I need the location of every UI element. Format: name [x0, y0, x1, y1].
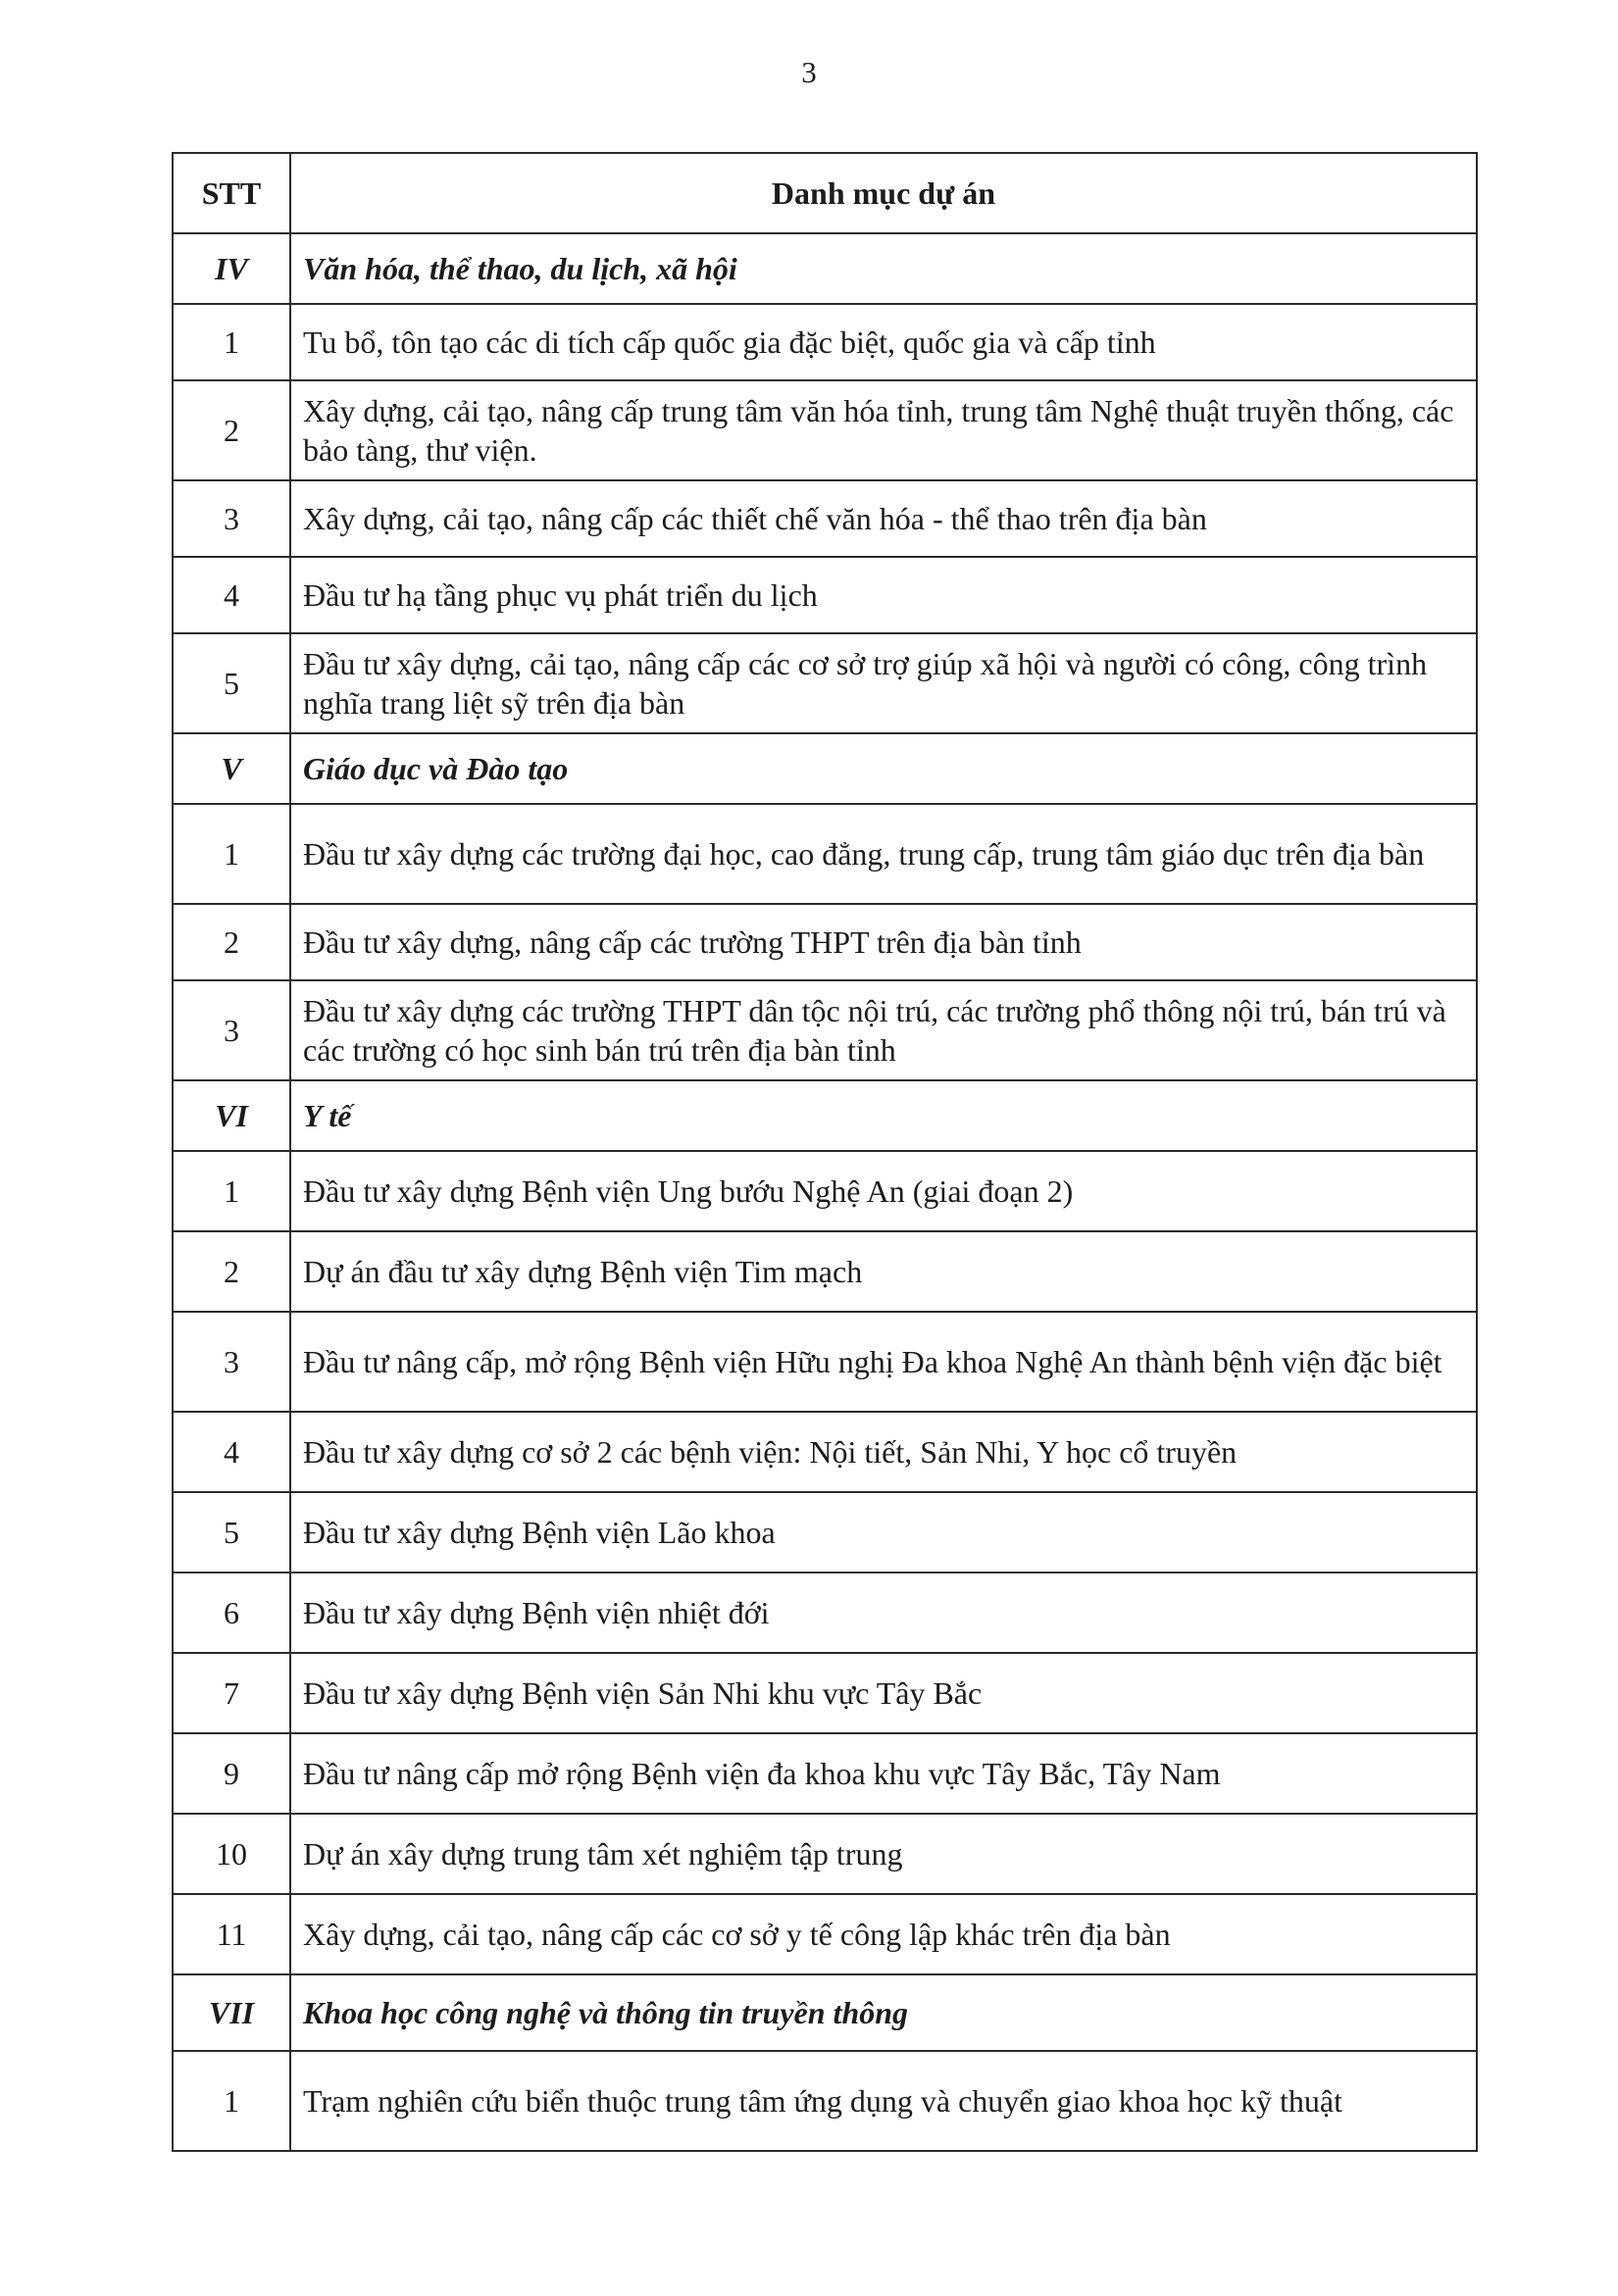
row-number: 1 [173, 304, 290, 380]
table-row [173, 1653, 1477, 1733]
table-row [173, 1733, 1477, 1814]
table-row [173, 980, 1477, 1080]
project-name: Đầu tư xây dựng Bệnh viện Lão khoa [290, 1492, 1477, 1572]
group-number: VII [173, 1974, 290, 2051]
table-header-row [173, 153, 1477, 233]
row-number: 5 [173, 633, 290, 733]
row-number: 10 [173, 1814, 290, 1894]
project-name: Dự án đầu tư xây dựng Bệnh viện Tim mạch [290, 1231, 1477, 1312]
project-name: Xây dựng, cải tạo, nâng cấp trung tâm văn hóa tỉnh, trung tâm Nghệ thuật truyền thống, các bảo tàng, thư viện. [290, 380, 1477, 480]
project-name: Đầu tư nâng cấp, mở rộng Bệnh viện Hữu nghị Đa khoa Nghệ An thành bệnh viện đặc biệt [290, 1312, 1477, 1412]
project-name: Đầu tư xây dựng Bệnh viện nhiệt đới [290, 1572, 1477, 1653]
table-row [173, 1151, 1477, 1231]
project-name: Đầu tư xây dựng cơ sở 2 các bệnh viện: Nội tiết, Sản Nhi, Y học cổ truyền [290, 1412, 1477, 1492]
table-row [173, 1814, 1477, 1894]
group-title: Khoa học công nghệ và thông tin truyền thông [290, 1974, 1477, 2051]
row-number: 9 [173, 1733, 290, 1814]
table-row [173, 1412, 1477, 1492]
group-row-health [173, 1080, 1477, 1151]
row-number: 3 [173, 480, 290, 557]
table-row [173, 1312, 1477, 1412]
group-number: IV [173, 233, 290, 304]
row-number: 3 [173, 980, 290, 1080]
table-row [173, 480, 1477, 557]
page-number: 3 [801, 55, 817, 89]
table-row [173, 380, 1477, 480]
header-project-name: Danh mục dự án [290, 153, 1477, 233]
project-name: Đầu tư hạ tầng phục vụ phát triển du lịch [290, 557, 1477, 633]
table-row [173, 1894, 1477, 1974]
group-row-education [173, 733, 1477, 804]
row-number: 1 [173, 1151, 290, 1231]
table-row [173, 1572, 1477, 1653]
row-number: 1 [173, 804, 290, 904]
row-number: 3 [173, 1312, 290, 1412]
table-row [173, 633, 1477, 733]
table-row [173, 904, 1477, 980]
group-number: VI [173, 1080, 290, 1151]
header-stt: STT [173, 153, 290, 233]
row-number: 2 [173, 1231, 290, 1312]
project-name: Trạm nghiên cứu biển thuộc trung tâm ứng dụng và chuyển giao khoa học kỹ thuật [290, 2051, 1477, 2151]
table-row [173, 557, 1477, 633]
table-row [173, 2051, 1477, 2151]
row-number: 6 [173, 1572, 290, 1653]
table-row [173, 1231, 1477, 1312]
group-title: Giáo dục và Đào tạo [290, 733, 1477, 804]
group-title: Văn hóa, thể thao, du lịch, xã hội [290, 233, 1477, 304]
project-name: Đầu tư xây dựng, nâng cấp các trường THPT trên địa bàn tỉnh [290, 904, 1477, 980]
row-number: 5 [173, 1492, 290, 1572]
project-name: Đầu tư xây dựng, cải tạo, nâng cấp các cơ sở trợ giúp xã hội và người có công, công trình nghĩa trang liệt sỹ trên địa bàn [290, 633, 1477, 733]
row-number: 4 [173, 1412, 290, 1492]
group-row-culture [173, 233, 1477, 304]
row-number: 7 [173, 1653, 290, 1733]
project-name: Đầu tư xây dựng Bệnh viện Sản Nhi khu vực Tây Bắc [290, 1653, 1477, 1733]
table-row [173, 304, 1477, 380]
row-number: 4 [173, 557, 290, 633]
project-name: Dự án xây dựng trung tâm xét nghiệm tập trung [290, 1814, 1477, 1894]
table-row [173, 1492, 1477, 1572]
row-number: 2 [173, 380, 290, 480]
project-name: Đầu tư xây dựng Bệnh viện Ung bướu Nghệ An (giai đoạn 2) [290, 1151, 1477, 1231]
project-name: Đầu tư nâng cấp mở rộng Bệnh viện đa khoa khu vực Tây Bắc, Tây Nam [290, 1733, 1477, 1814]
group-title: Y tế [290, 1080, 1477, 1151]
row-number: 11 [173, 1894, 290, 1974]
table-row [173, 804, 1477, 904]
row-number: 1 [173, 2051, 290, 2151]
row-number: 2 [173, 904, 290, 980]
group-row-science-technology [173, 1974, 1477, 2051]
project-name: Xây dựng, cải tạo, nâng cấp các cơ sở y tế công lập khác trên địa bàn [290, 1894, 1477, 1974]
project-name: Tu bổ, tôn tạo các di tích cấp quốc gia đặc biệt, quốc gia và cấp tỉnh [290, 304, 1477, 380]
project-name: Đầu tư xây dựng các trường đại học, cao đẳng, trung cấp, trung tâm giáo dục trên địa bàn [290, 804, 1477, 904]
project-name: Đầu tư xây dựng các trường THPT dân tộc nội trú, các trường phổ thông nội trú, bán trú và các trường có học sinh bán trú trên địa bàn tỉnh [290, 980, 1477, 1080]
project-list-table [172, 152, 1478, 2152]
group-number: V [173, 733, 290, 804]
project-name: Xây dựng, cải tạo, nâng cấp các thiết chế văn hóa - thể thao trên địa bàn [290, 480, 1477, 557]
